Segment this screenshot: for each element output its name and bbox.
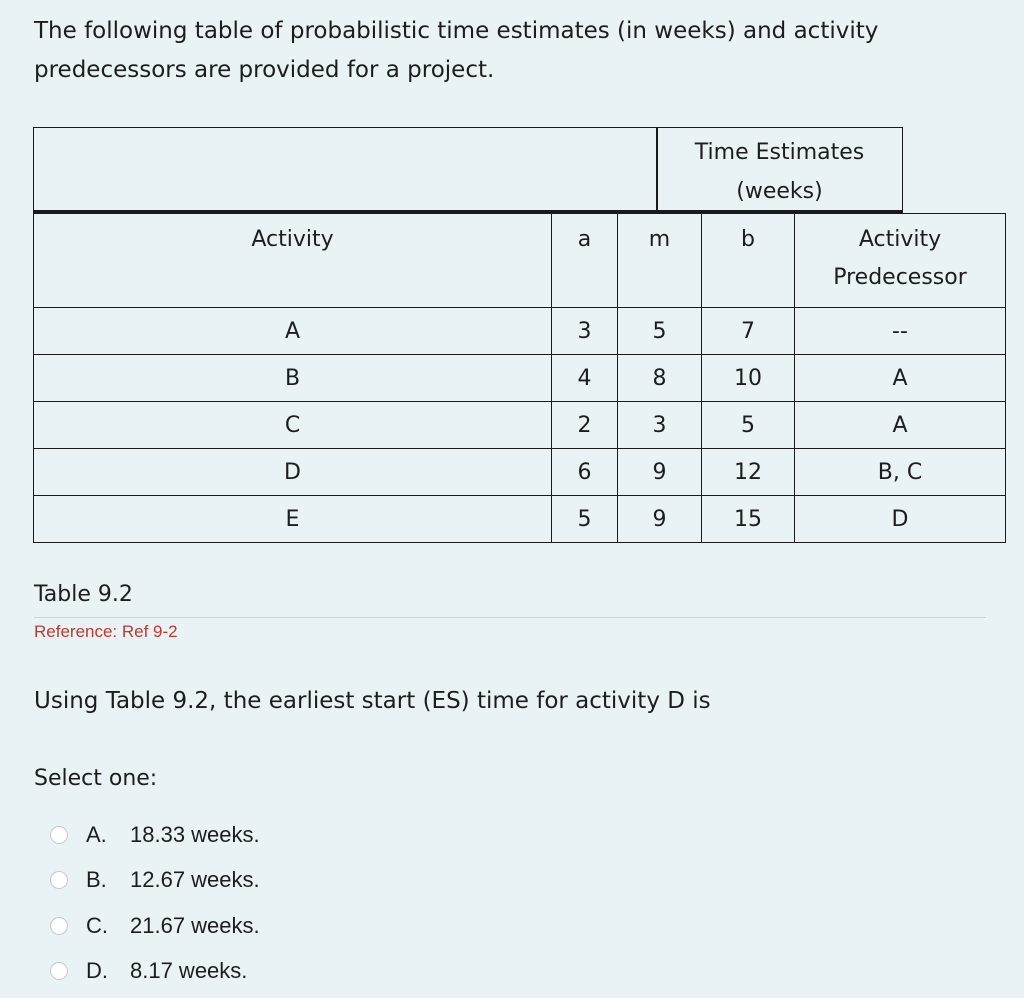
- option-text: 21.67 weeks.: [130, 912, 260, 938]
- radio-button[interactable]: [50, 871, 68, 889]
- table-row: [34, 496, 1006, 543]
- cell-b: 5: [702, 402, 795, 449]
- cell-b: 12: [702, 449, 795, 496]
- col-predecessor-header: Activity Predecessor: [795, 214, 1006, 308]
- table-row: [34, 449, 1006, 496]
- col-a-header: a: [552, 214, 618, 308]
- table-caption: Table 9.2: [34, 582, 133, 607]
- time-estimates-table: [33, 213, 1006, 543]
- option-text: 8.17 weeks.: [130, 958, 248, 984]
- option-letter: D.: [86, 958, 108, 984]
- select-one-label: Select one:: [34, 766, 158, 791]
- table-row: [34, 355, 1006, 402]
- radio-button[interactable]: [50, 826, 68, 844]
- cell-activity: A: [34, 308, 552, 355]
- table-row: [34, 308, 1006, 355]
- cell-m: 3: [618, 402, 702, 449]
- cell-a: 2: [552, 402, 618, 449]
- cell-predecessor: --: [795, 308, 1006, 355]
- cell-activity: B: [34, 355, 552, 402]
- time-estimates-group-header: [33, 127, 903, 213]
- cell-b: 15: [702, 496, 795, 543]
- cell-a: 4: [552, 355, 618, 402]
- cell-m: 5: [618, 308, 702, 355]
- option-text: 12.67 weeks.: [130, 867, 260, 893]
- option-a[interactable]: [50, 812, 260, 858]
- section-divider: [34, 617, 986, 618]
- cell-predecessor: A: [795, 355, 1006, 402]
- intro-line-1: The following table of probabilistic time estimates (in weeks) and activity: [34, 18, 879, 44]
- question-intro: [34, 12, 934, 90]
- cell-activity: E: [34, 496, 552, 543]
- cell-predecessor: D: [795, 496, 1006, 543]
- option-letter: B.: [86, 867, 107, 893]
- option-text: 18.33 weeks.: [130, 821, 260, 847]
- option-letter: A.: [86, 821, 107, 847]
- answer-options: [50, 812, 260, 994]
- cell-b: 10: [702, 355, 795, 402]
- cell-m: 9: [618, 449, 702, 496]
- col-m-header: m: [618, 214, 702, 308]
- option-b[interactable]: [50, 858, 260, 904]
- col-b-header: b: [702, 214, 795, 308]
- cell-m: 9: [618, 496, 702, 543]
- cell-a: 3: [552, 308, 618, 355]
- cell-m: 8: [618, 355, 702, 402]
- table-row: [34, 402, 1006, 449]
- col-activity-header: Activity: [34, 214, 552, 308]
- radio-button[interactable]: [50, 962, 68, 980]
- question-text: Using Table 9.2, the earliest start (ES) time for activity D is: [34, 688, 711, 714]
- cell-activity: D: [34, 449, 552, 496]
- cell-activity: C: [34, 402, 552, 449]
- option-d[interactable]: [50, 949, 260, 995]
- time-estimates-label: Time Estimates (weeks): [694, 140, 865, 204]
- option-c[interactable]: [50, 903, 260, 949]
- intro-line-2: predecessors are provided for a project.: [34, 57, 495, 83]
- table-header-row: [34, 214, 1006, 308]
- radio-button[interactable]: [50, 917, 68, 935]
- reference-label: Reference: Ref 9-2: [34, 622, 178, 641]
- cell-a: 5: [552, 496, 618, 543]
- option-letter: C.: [86, 912, 108, 938]
- cell-predecessor: A: [795, 402, 1006, 449]
- cell-a: 6: [552, 449, 618, 496]
- cell-b: 7: [702, 308, 795, 355]
- cell-predecessor: B, C: [795, 449, 1006, 496]
